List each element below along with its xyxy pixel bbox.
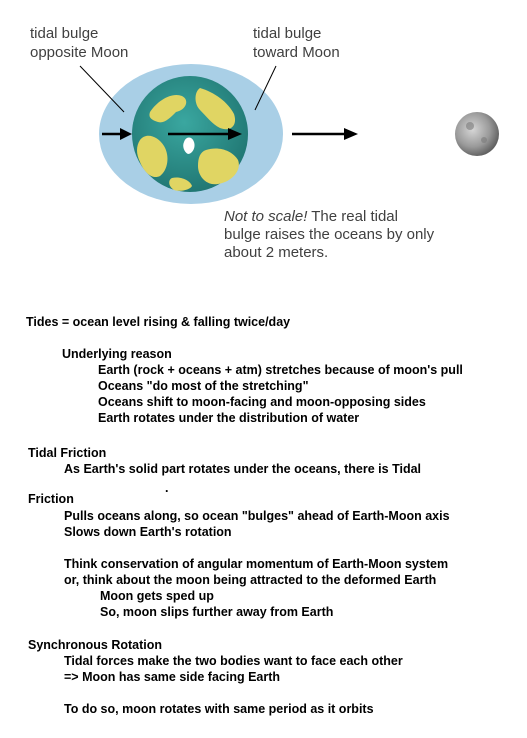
moon-effect: Moon gets sped up <box>100 589 214 603</box>
tidal-friction-line: As Earth's solid part rotates under the oceans, there is Tidal <box>64 462 422 476</box>
label-bulge-opposite: tidal bulge opposite Moon <box>30 25 129 61</box>
sync-heading: Synchronous Rotation <box>28 638 163 652</box>
stray-dot: . <box>165 481 169 495</box>
force-arrow-right <box>292 128 358 140</box>
tides-definition: Tides = ocean level rising & falling twice/day <box>26 315 291 329</box>
think-line: Think conservation of angular momentum of Earth-Moon system <box>64 557 449 571</box>
underlying-item: Oceans shift to moon-facing and moon-opposing sides <box>98 395 426 409</box>
label-bulge-toward: tidal bulge toward Moon <box>253 25 340 61</box>
sync-item: Tidal forces make the two bodies want to face each other <box>64 654 403 668</box>
underlying-heading: Underlying reason <box>62 347 172 361</box>
underlying-item: Earth rotates under the distribution of water <box>98 411 360 425</box>
think-line: or, think about the moon being attracted to the deformed Earth <box>64 573 437 587</box>
sync-item: => Moon has same side facing Earth <box>64 670 281 684</box>
underlying-item: Oceans "do most of the stretching" <box>98 379 309 393</box>
friction-item: Pulls oceans along, so ocean "bulges" ahead of Earth-Moon axis <box>64 509 450 523</box>
figure-caption: Not to scale! The real tidal bulge raises the oceans by only about 2 meters. <box>224 208 435 261</box>
pointer-opposite <box>80 66 124 112</box>
tidal-friction-heading: Tidal Friction <box>28 446 107 460</box>
friction-item: Slows down Earth's rotation <box>64 525 232 539</box>
tidal-bulge-figure <box>0 0 527 300</box>
underlying-item: Earth (rock + oceans + atm) stretches because of moon's pull <box>98 363 463 377</box>
moon <box>455 112 499 156</box>
sync-last: To do so, moon rotates with same period as it orbits <box>64 702 374 716</box>
friction-heading: Friction <box>28 492 74 506</box>
moon-effect: So, moon slips further away from Earth <box>100 605 334 619</box>
